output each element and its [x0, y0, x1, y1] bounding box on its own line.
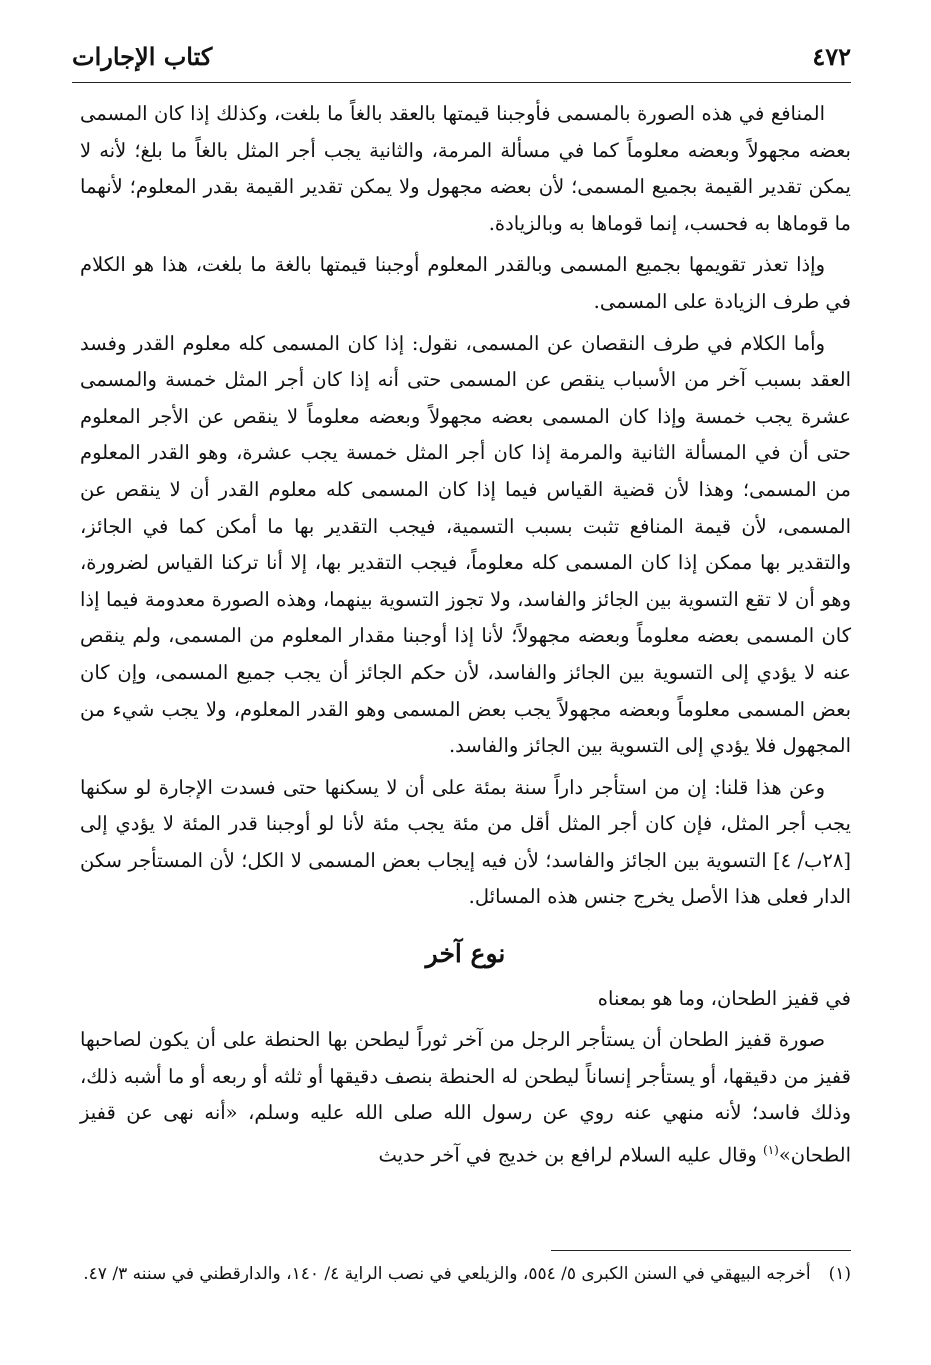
footnote-text: أخرجه البيهقي في السنن الكبرى ٥/ ٥٥٤، والزيلعي في نصب الراية ٤/ ١٤٠، والدارقطني في سننه ٣/ ٤٧.	[83, 1264, 811, 1284]
section-title: نوع آخر	[425, 939, 506, 969]
paragraph-1: المنافع في هذه الصورة بالمسمى فأوجبنا قيمتها بالعقد بالغاً ما بلغت، وكذلك إذا كان المسمى بعضه مجهولاً وبعضه معلوماً كما في مسألة المرمة، والثانية يجب أجر المثل بالغاً ما بلغ؛ لأنه لا يمكن تقدير القيمة بجميع المسمى؛ لأن بعضه مجهول ولا يمكن تقدير القيمة بقدر المعلوم؛ لأنهما ما قوماها به فحسب، إنما قوماها به وبالزيادة.	[80, 102, 851, 235]
running-title: كتاب الإجارات	[72, 42, 213, 71]
main-text	[80, 96, 851, 1179]
footnote-reference[interactable]: (١)	[763, 1143, 779, 1158]
paragraph-5-tail: وقال عليه السلام لرافع بن خديج في آخر حديث	[378, 1143, 764, 1167]
footnotes	[80, 1258, 851, 1290]
footnote-item	[80, 1258, 851, 1290]
footnote-separator	[551, 1250, 851, 1251]
page-header	[72, 38, 851, 83]
paragraph-2: وإذا تعذر تقويمها بجميع المسمى وبالقدر المعلوم أوجبنا قيمتها بالغة ما بلغت، هذا هو الكلام في طرف الزيادة على المسمى.	[80, 253, 851, 313]
paragraph-3: وأما الكلام في طرف النقصان عن المسمى، نقول: إذا كان المسمى كله معلوم القدر وفسد العقد بسبب آخر من الأسباب ينقص عن المسمى حتى أنه إذا كان أجر المثل خمسة والمسمى عشرة يجب خمسة وإذا كان المسمى بعضه مجهولاً وبعضه معلوماً لا ينقص عن الأجر المعلوم حتى أن في المسألة الثانية والمرمة إذا كان أجر المثل خمسة يجب عشرة، وهو القدر المعلوم من المسمى؛ وهذا لأن قضية القياس فيما إذا كان المسمى كله معلوم القدر أن لا ينقص عن المسمى، لأن قيمة المنافع تثبت بسبب التسمية، فيجب التقدير بها ما أمكن كما في الجائز، والتقدير بها ممكن إذا كان المسمى كله معلوماً، فيجب التقدير بها، إلا أنا تركنا القياس لضرورة، وهو أن لا تقع التسوية بين الجائز والفاسد، ولا تجوز التسوية بينهما، وهذه الصورة معدومة فيما إذا كان المسمى بعضه معلوماً وبعضه مجهولاً؛ لأنا إذا أوجبنا مقدار المعلوم من المسمى، ولم ينقص عنه لا يؤدي إلى التسوية بين الجائز والفاسد، لأن حكم الجائز أن يجب جميع المسمى، وإن كان بعض المسمى معلوماً وبعضه مجهولاً يجب بعض المسمى وهو القدر المعلوم، ولا يجب شيء من المجهول فلا يؤدي إلى التسوية بين الجائز والفاسد.	[80, 331, 851, 758]
footnote-number: (١)	[828, 1264, 851, 1284]
paragraph-5	[80, 1022, 851, 1174]
page-number: ٤٧٢	[812, 42, 851, 71]
paragraph-4: وعن هذا قلنا: إن من استأجر داراً سنة بمئة على أن لا يسكنها حتى فسدت الإجارة لو سكنها يجب أجر المثل، فإن كان أجر المثل أقل من مئة يجب مئة لأنا لو أوجبنا قدر المئة لا يؤدي إلى [٢٨ب/ ٤] التسوية بين الجائز والفاسد؛ لأن فيه إيجاب بعض المسمى لا الكل؛ لأن المستأجر سكن الدار فعلى هذا الأصل يخرج جنس هذه المسائل.	[80, 775, 851, 909]
sub-heading: في قفيز الطحان، وما هو بمعناه	[597, 986, 851, 1010]
paragraph-5-main: صورة قفيز الطحان أن يستأجر الرجل من آخر ثوراً ليطحن بها الحنطة على أن يكون لصاحبها قفيز من دقيقها، أو يستأجر إنساناً ليطحن له الحنطة بنصف دقيقها أو ثلثه أو ربعه أو ما أشبه ذلك، وذلك فاسد؛ لأنه منهي عنه روي عن رسول الله صلى الله عليه وسلم، «أنه نهى عن قفيز الطحان»	[80, 1028, 851, 1167]
